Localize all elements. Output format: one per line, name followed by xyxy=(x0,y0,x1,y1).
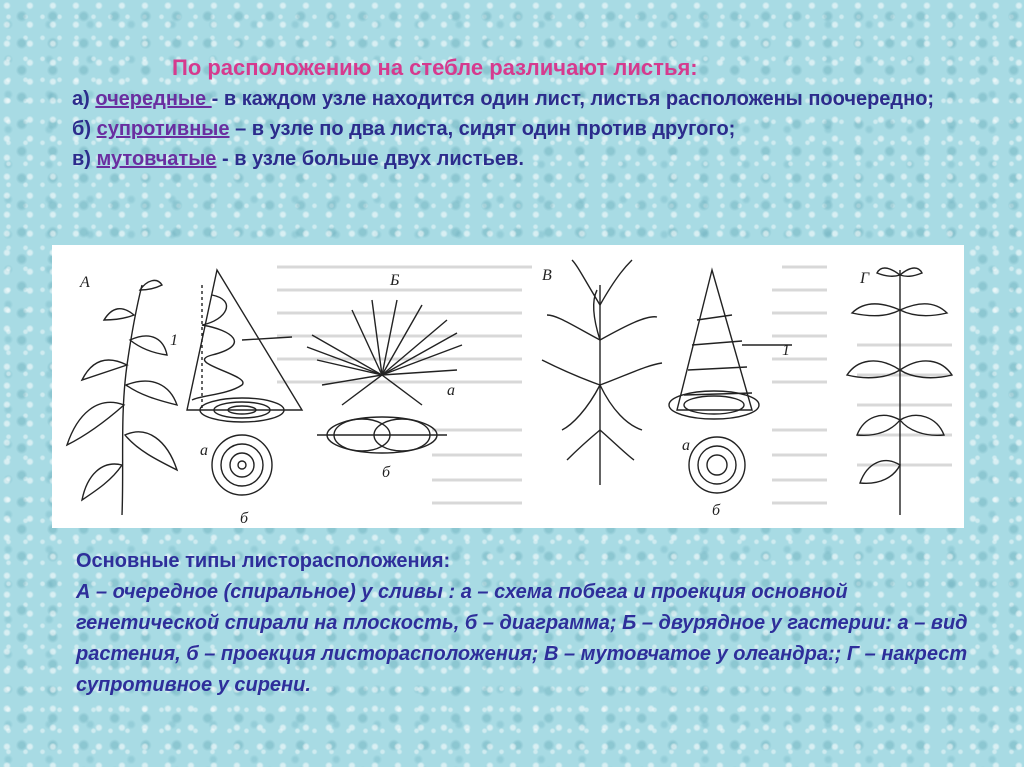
background-text-lines xyxy=(277,267,952,503)
caption-title: Основные типы листорасположения: xyxy=(76,550,451,572)
label-a-2: а xyxy=(447,382,455,399)
term-opposite: супротивные xyxy=(96,118,230,140)
oleander-shoot-drawing xyxy=(542,260,662,485)
caption-text: А – очередное (спиральное) у сливы : а – схема побега и проекция основной генетической спирали на плоскость, б – диаграмма; Б – двурядное у гастерии: а – вид растения, б – проекция листорасположения; В – мутовчатое у олеандра:; Г – накрест супротивное у сирени. xyxy=(76,581,968,696)
plum-shoot-drawing xyxy=(67,280,177,515)
definition-item-opposite: б) супротивные – в узле по два листа, сидят один против другого; xyxy=(72,118,736,140)
label-one-1: 1 xyxy=(170,332,178,349)
label-a-1: а xyxy=(200,442,208,459)
label-B: Б xyxy=(390,272,400,289)
leaf-arrangement-illustration xyxy=(52,245,964,528)
term-alternate: очередные xyxy=(95,88,212,110)
label-one-2: 1 xyxy=(782,342,790,359)
figure-caption xyxy=(76,546,976,701)
slide-heading: По расположению на стебле различают листья: xyxy=(172,55,698,80)
label-G: Г xyxy=(860,270,870,287)
definitions-list xyxy=(72,84,972,174)
lilac-shoot-drawing xyxy=(847,268,952,515)
label-b-2: б xyxy=(382,464,391,481)
label-a-3: а xyxy=(682,437,690,454)
label-b-3: б xyxy=(712,502,721,519)
leaf-arrangement-figure xyxy=(52,245,964,528)
plum-spiral-scheme xyxy=(187,270,302,495)
label-A: А xyxy=(80,274,90,291)
term-whorled: мутовчатые xyxy=(96,148,217,170)
label-V: В xyxy=(542,267,552,284)
definition-item-alternate: а) очередные - в каждом узле находится один лист, листья расположены поочередно; xyxy=(72,88,935,110)
label-b-1: б xyxy=(240,510,249,527)
definition-item-whorled: в) мутовчатые - в узле больше двух листьев. xyxy=(72,148,524,170)
